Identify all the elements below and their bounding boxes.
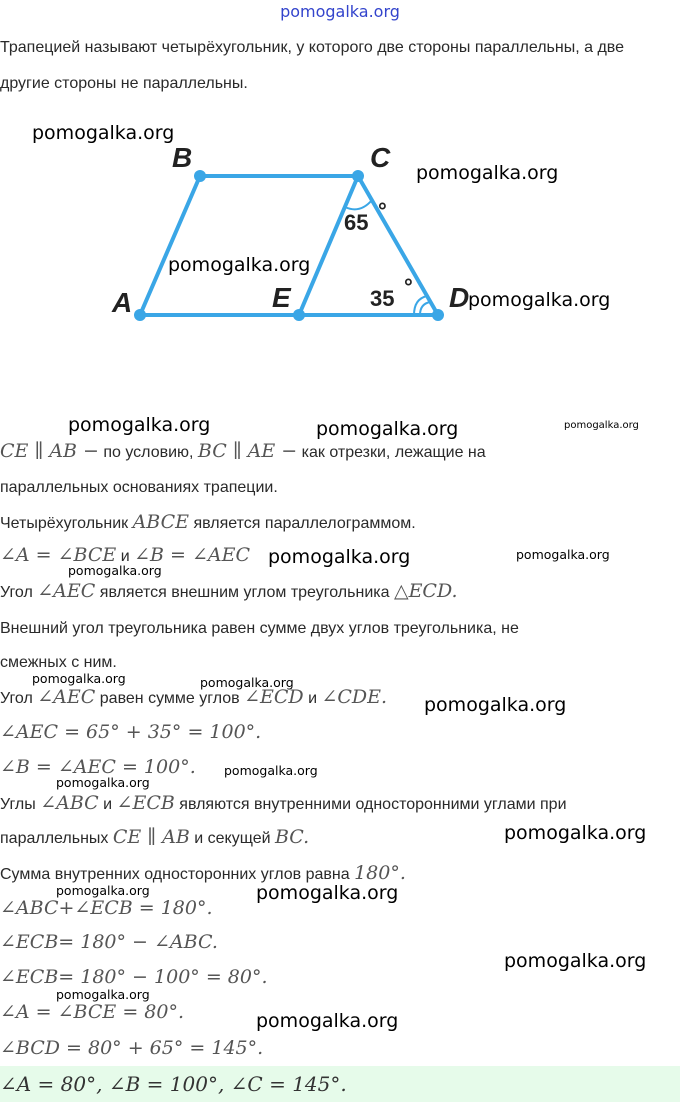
watermark: pomogalka.org xyxy=(504,950,647,972)
vertex-b xyxy=(194,170,206,182)
vertex-a xyxy=(134,309,146,321)
math-expr: ∠AEC = 65° + 35° = 100°. xyxy=(0,721,262,743)
solution-line-8 xyxy=(0,686,676,708)
solution-line-9 xyxy=(0,721,676,743)
definition-paragraph: Трапецией называют четырёхугольник, у которого две стороны параллельны, а две другие стороны не параллельны. xyxy=(0,39,625,92)
math-expr: ∠ECB= 180° − 100° = 80°. xyxy=(0,966,268,988)
solution-line-7 xyxy=(0,654,676,672)
angle-c-degree: ° xyxy=(378,198,387,223)
watermark: pomogalka.org xyxy=(224,763,318,778)
text-span: Внешний угол треугольника равен сумме двух углов треугольника, не xyxy=(0,620,519,637)
watermark: pomogalka.org xyxy=(68,414,211,436)
math-expr: 180°. xyxy=(354,862,406,884)
text-span: параллельных основаниях трапеции. xyxy=(0,479,278,496)
angle-d-value: 35 xyxy=(370,286,395,311)
label-a: A xyxy=(112,287,133,318)
watermark: pomogalka.org xyxy=(424,694,567,716)
math-expr: ∠BCD = 80° + 65° = 145°. xyxy=(0,1037,264,1059)
math-expr: ∠B = ∠AEC = 100°. xyxy=(0,756,196,778)
solution-line-5 xyxy=(0,580,676,602)
solution-line-3 xyxy=(0,511,676,533)
watermark: pomogalka.org xyxy=(56,775,150,790)
text-span: равен сумме углов xyxy=(95,690,245,707)
vertex-e xyxy=(293,309,305,321)
math-expr: ∠CDE. xyxy=(321,686,388,708)
solution-line-1 xyxy=(0,440,676,462)
segment-ce xyxy=(299,176,358,315)
math-expr: ∠ECD xyxy=(244,686,304,708)
solution-line-13 xyxy=(0,862,676,884)
text-span: являются внутренними односторонними углами при xyxy=(174,796,567,813)
text-span: и xyxy=(98,796,117,813)
text-span: и секущей xyxy=(189,830,275,847)
solution-line-18 xyxy=(0,1037,676,1059)
answer-box xyxy=(0,1066,680,1102)
math-expr: ABCE xyxy=(132,511,190,533)
math-expr: BC ∥ AE − xyxy=(197,440,298,462)
watermark: pomogalka.org xyxy=(516,547,610,562)
math-expr: ∠ABC+∠ECB = 180°. xyxy=(0,897,213,919)
watermark: pomogalka.org xyxy=(268,546,411,568)
watermark: pomogalka.org xyxy=(56,883,150,898)
vertex-d xyxy=(432,309,444,321)
vertex-c xyxy=(352,170,364,182)
text-span: по условию, xyxy=(98,444,198,461)
label-e: E xyxy=(272,282,291,313)
watermark: pomogalka.org xyxy=(564,420,639,431)
watermark: pomogalka.org xyxy=(468,289,611,311)
text-span: Углы xyxy=(0,796,41,813)
text-span: Угол xyxy=(0,690,38,707)
math-expr: BC. xyxy=(274,826,310,848)
math-expr: ∠ECB xyxy=(116,792,175,814)
label-b: B xyxy=(172,142,193,173)
text-span: как отрезки, лежащие на xyxy=(297,444,486,461)
text-span: и xyxy=(116,548,135,565)
label-d: D xyxy=(449,282,470,313)
text-span: является внешним углом треугольника xyxy=(95,584,394,601)
watermark: pomogalka.org xyxy=(416,162,559,184)
math-expr: ∠A = ∠BCE = 80°. xyxy=(0,1001,184,1023)
math-expr: ∠ABC xyxy=(40,792,99,814)
watermark: pomogalka.org xyxy=(316,418,459,440)
text-span: Угол xyxy=(0,584,38,601)
text-span: параллельных xyxy=(0,830,113,847)
watermark: pomogalka.org xyxy=(32,671,126,686)
text-span: и xyxy=(303,690,322,707)
text-span: Четырёхугольник xyxy=(0,515,133,532)
side-ab xyxy=(140,176,200,315)
watermark: pomogalka.org xyxy=(56,987,150,1002)
label-c: C xyxy=(370,142,391,173)
watermark: pomogalka.org xyxy=(504,822,647,844)
text-span: Сумма внутренних односторонних углов равна xyxy=(0,866,355,883)
math-expr: ∠AEC xyxy=(37,580,96,602)
watermark: pomogalka.org xyxy=(68,563,162,578)
site-watermark-header: pomogalka.org xyxy=(280,2,400,21)
math-expr: ∠B = ∠AEC xyxy=(134,544,251,566)
math-expr: CE ∥ AB − xyxy=(0,440,99,462)
text-span: смежных с ним. xyxy=(0,654,117,671)
solution-line-2 xyxy=(0,479,676,497)
watermark: pomogalka.org xyxy=(256,1010,399,1032)
watermark: pomogalka.org xyxy=(168,254,311,276)
watermark: pomogalka.org xyxy=(256,882,399,904)
math-expr: ∠AEC xyxy=(37,686,96,708)
math-expr: CE ∥ AB xyxy=(112,826,190,848)
text-span: является параллелограммом. xyxy=(189,515,416,532)
answer-text: ∠A = 80°, ∠B = 100°, ∠C = 145°. xyxy=(0,1072,347,1096)
angle-c-value: 65 xyxy=(344,210,369,235)
solution-line-11 xyxy=(0,792,676,814)
math-expr: △ECD. xyxy=(393,580,458,602)
angle-d-degree: ° xyxy=(404,274,413,299)
math-expr: ∠A = ∠BCE xyxy=(0,544,117,566)
watermark: pomogalka.org xyxy=(32,122,175,144)
math-expr: ∠ECB= 180° − ∠ABC. xyxy=(0,931,218,953)
solution-line-6 xyxy=(0,620,676,638)
watermark: pomogalka.org xyxy=(200,675,294,690)
